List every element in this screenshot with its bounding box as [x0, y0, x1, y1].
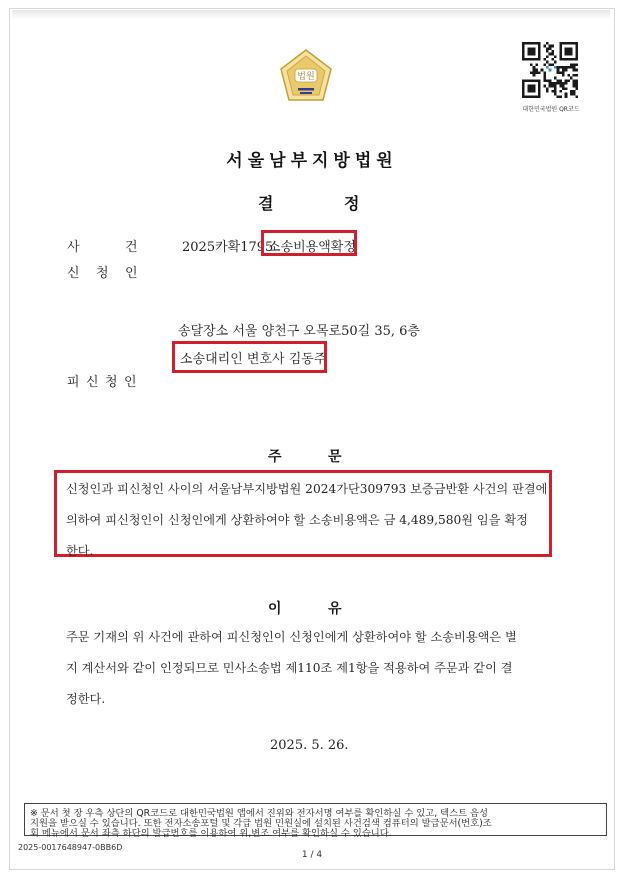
notice-line: ※ 문서 첫 장 우측 상단의 QR코드로 대한민국법원 앱에서 진위와 전자서명 여부를 확인하실 수 있고, 텍스트 음성	[30, 808, 488, 819]
qr-code-label: 대한민국법원 QR코드	[522, 106, 580, 113]
reason-heading-part1: 이	[268, 601, 282, 617]
document-title-part2: 정	[344, 194, 360, 213]
applicant-label-char: 신	[67, 266, 80, 281]
order-heading-part1: 주	[268, 449, 282, 465]
qr-code	[522, 42, 578, 98]
respondent-label-char: 신	[86, 375, 99, 390]
reason-line: 주문 기재의 위 사건에 관하여 피신청인이 신청인에게 상환하여야 할 소송비용액은 별	[66, 630, 517, 644]
case-name: 소송비용액확정	[268, 240, 356, 255]
reason-heading-part2: 유	[328, 601, 342, 617]
highlight-box-case-name	[261, 230, 357, 256]
respondent-label-char: 인	[124, 375, 137, 390]
reason-text	[66, 631, 546, 706]
scan-shadow	[12, 10, 610, 19]
emblem-label: 법원	[297, 72, 315, 82]
respondent-label-char: 피	[67, 375, 80, 390]
order-text	[66, 482, 548, 558]
applicant-label-char: 인	[125, 266, 138, 281]
reason-line: 지 계산서와 같이 인정되므로 민사소송법 제110조 제1항을 적용하여 주문과 같이 결	[66, 661, 513, 675]
order-heading-part2: 문	[328, 449, 342, 465]
case-label-char: 건	[125, 240, 138, 255]
verification-notice-box	[24, 803, 607, 839]
document-title-part1: 결	[258, 194, 274, 213]
case-label-char: 사	[67, 240, 80, 255]
notice-line: 회 메뉴에서 문서 좌측 하단의 발급번호를 이용하여 위,변조 여부를 확인하실 수 있습니다.	[30, 828, 392, 839]
respondent-label-char: 청	[105, 375, 118, 390]
issue-number: 2025-0017648947-0BB6D	[18, 843, 123, 852]
order-line: 신청인과 피신청인 사이의 서울남부지방법원 2024가단309793 보증금반환 사건의 판결에	[66, 482, 548, 496]
highlight-box-attorney	[172, 341, 327, 373]
reason-line: 정한다.	[66, 692, 106, 706]
decision-date: 2025. 5. 26.	[270, 738, 349, 753]
court-name: 서울남부지방법원	[226, 151, 398, 171]
page-number: 1 / 4	[301, 850, 323, 860]
order-line: 한다.	[66, 544, 94, 558]
order-line: 의하여 피신청인이 신청인에게 상환하여야 할 소송비용액은 금 4,489,580원 임을 확정	[66, 513, 528, 527]
service-address: 송달장소 서울 양천구 오목로50길 35, 6층	[178, 324, 420, 339]
applicant-label-char: 청	[96, 266, 109, 281]
notice-line: 지원을 받으실 수 있습니다. 또한 전자소송포털 및 각급 법원 민원실에 설치된 사건검색 컴퓨터의 발급문서(번호)조	[30, 818, 492, 829]
case-number: 2025카확1795	[182, 240, 274, 255]
court-emblem-icon	[276, 47, 336, 107]
attorney-name: 소송대리인 변호사 김동주	[180, 352, 327, 367]
